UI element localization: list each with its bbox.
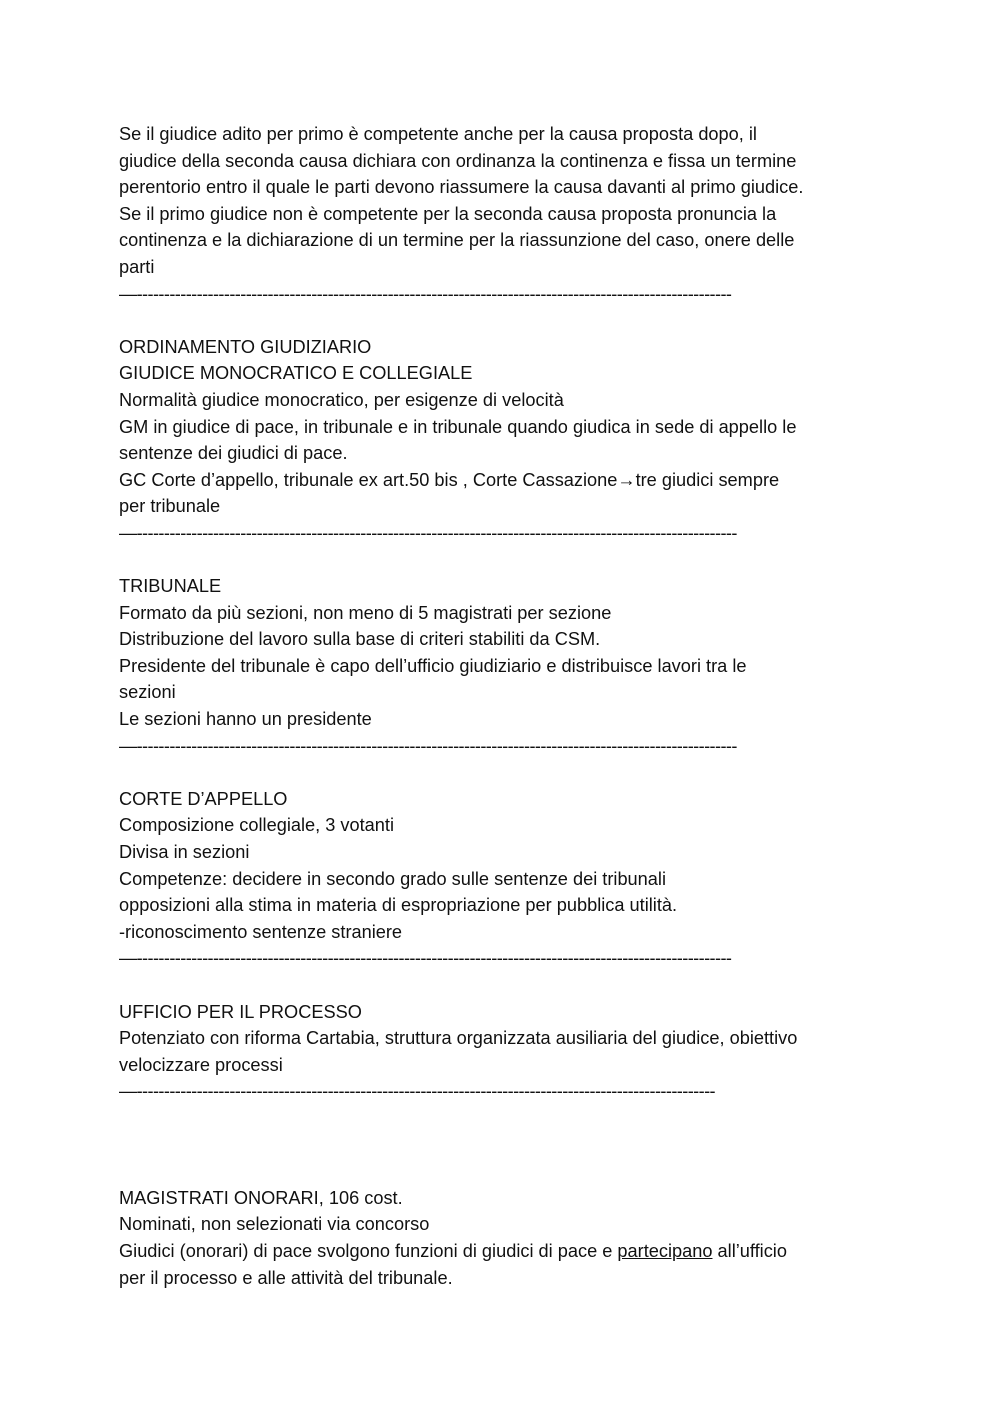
separator-line: —-------------------------------------------------------------------------------------------------------------- — [119, 522, 737, 543]
text-line: per tribunale — [119, 496, 221, 517]
section-tribunale — [119, 573, 889, 733]
text-line: Divisa in sezioni — [119, 842, 250, 863]
text-line: Nominati, non selezionati via concorso — [119, 1214, 430, 1235]
text-line: Presidente del tribunale è capo dell’ufficio giudiziario e distribuisce lavori tra le — [119, 655, 747, 676]
text-line: giudice della seconda causa dichiara con ordinanza la continenza e fissa un termine — [119, 150, 797, 171]
section-ordinamento-giudiziario — [119, 334, 889, 520]
separator-line: —---------------------------------------------------------------------------------------------------------- — [119, 1081, 715, 1102]
document-page — [119, 121, 889, 1291]
separator-line: —------------------------------------------------------------------------------------------------------------- — [119, 283, 732, 304]
text-line: Competenze: decidere in secondo grado sulle sentenze dei tribunali — [119, 868, 666, 889]
section-corte-appello — [119, 786, 889, 946]
text-line: opposizioni alla stima in materia di espropriazione per pubblica utilità. — [119, 895, 678, 916]
text-line: Composizione collegiale, 3 votanti — [119, 815, 394, 836]
text-line: velocizzare processi — [119, 1054, 283, 1075]
text-line: Distribuzione del lavoro sulla base di criteri stabiliti da CSM. — [119, 629, 601, 650]
section-heading: TRIBUNALE — [119, 576, 222, 597]
section-ufficio-processo — [119, 999, 889, 1079]
text-line: parti — [119, 256, 155, 277]
text-line: Le sezioni hanno un presidente — [119, 709, 372, 730]
section-heading: MAGISTRATI ONORARI, 106 cost. — [119, 1187, 403, 1208]
text-line: Normalità giudice monocratico, per esigenze di velocità — [119, 389, 564, 410]
text-line: Se il primo giudice non è competente per la seconda causa proposta pronuncia la — [119, 203, 777, 224]
text-line: sezioni — [119, 682, 176, 703]
text-line: perentorio entro il quale le parti devono riassumere la causa davanti al primo giudice. — [119, 177, 804, 198]
text-segment: all’ufficio — [712, 1240, 787, 1261]
text-line: per il processo e alle attività del tribunale. — [119, 1267, 453, 1288]
separator-line: —-------------------------------------------------------------------------------------------------------------- — [119, 735, 737, 756]
text-line — [119, 1238, 889, 1265]
paragraph-continenza — [119, 121, 889, 281]
separator-line: —------------------------------------------------------------------------------------------------------------- — [119, 948, 732, 969]
text-segment: Giudici (onorari) di pace svolgono funzioni di giudici di pace e — [119, 1240, 618, 1261]
text-line: Potenziato con riforma Cartabia, struttura organizzata ausiliaria del giudice, obiettivo — [119, 1028, 798, 1049]
text-line: -riconoscimento sentenze straniere — [119, 921, 403, 942]
underlined-word: partecipano — [617, 1240, 713, 1261]
section-heading: UFFICIO PER IL PROCESSO — [119, 1001, 362, 1022]
section-heading: ORDINAMENTO GIUDIZIARIO — [119, 336, 372, 357]
text-line: Formato da più sezioni, non meno di 5 magistrati per sezione — [119, 602, 612, 623]
text-line: GM in giudice di pace, in tribunale e in tribunale quando giudica in sede di appello le — [119, 416, 797, 437]
text-line: Se il giudice adito per primo è competente anche per la causa proposta dopo, il — [119, 124, 757, 144]
text-line: sentenze dei giudici di pace. — [119, 443, 348, 464]
section-heading: CORTE D’APPELLO — [119, 788, 288, 809]
text-line: GC Corte d’appello, tribunale ex art.50 bis , Corte Cassazione→tre giudici sempre — [119, 469, 780, 490]
text-line: continenza e la dichiarazione di un termine per la riassunzione del caso, onere delle — [119, 230, 795, 251]
section-subheading: GIUDICE MONOCRATICO E COLLEGIALE — [119, 363, 473, 384]
section-magistrati-onorari — [119, 1185, 889, 1291]
